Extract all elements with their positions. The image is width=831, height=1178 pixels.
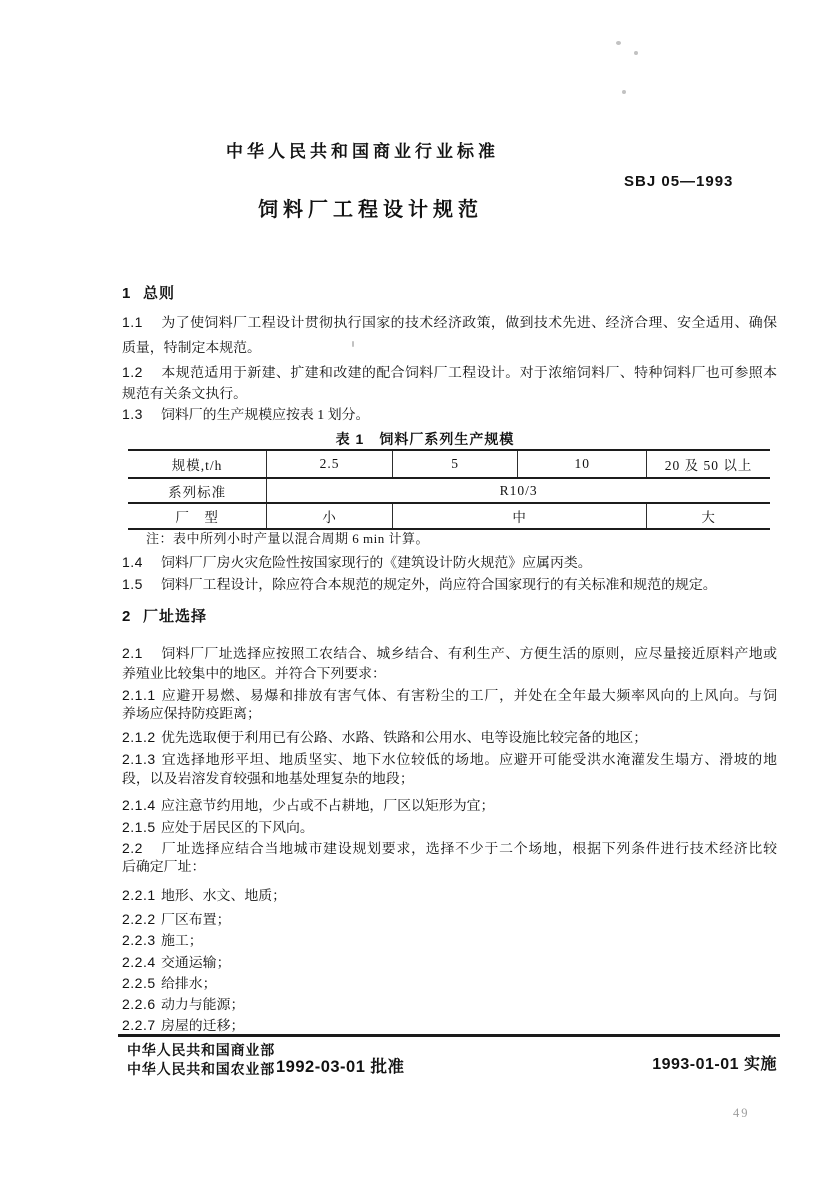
- paragraph-line: [122, 339, 777, 359]
- scan-speck: [616, 41, 621, 45]
- clause-text: 厂址选择应结合当地城市建设规划要求，选择不少于二个场地，根据下列条件进行技术经济比较: [161, 842, 777, 857]
- scan-speck: [352, 341, 354, 347]
- clause-text: 厂区布置；: [161, 913, 231, 928]
- paragraph-line: [122, 362, 777, 382]
- table-header-series: 系列标准: [128, 478, 267, 503]
- clause-number: 1: [122, 285, 131, 302]
- clause-number: 2.1.3: [122, 751, 156, 767]
- clause-text: 施工；: [161, 934, 203, 949]
- approval-date: 1992-03-01 批准: [276, 1058, 405, 1076]
- clause-text: 段，以及岩溶发育较强和地基处理复杂的地段；: [122, 772, 414, 787]
- section-heading: [122, 607, 777, 627]
- heading-text: 总则: [143, 285, 176, 302]
- page-number: 49: [733, 1106, 750, 1120]
- standard-code: SBJ 05—1993: [624, 173, 734, 190]
- table-header-type: 厂 型: [128, 503, 267, 529]
- paragraph-line: [122, 552, 777, 572]
- scan-speck: [634, 51, 638, 55]
- list-item: [122, 930, 777, 950]
- section-heading: [122, 284, 777, 304]
- paragraph-line: [122, 404, 777, 424]
- paragraph-line: [122, 385, 777, 405]
- scan-speck: [622, 90, 626, 94]
- paragraph-line: [122, 727, 777, 747]
- clause-text: 优先选取便于利用已有公路、水路、铁路和公用水、电等设施比较完备的地区；: [161, 731, 648, 746]
- clause-number: 2.1.1: [122, 687, 156, 703]
- heading-text: 厂址选择: [143, 608, 208, 625]
- clause-number: 2.2.3: [122, 932, 156, 948]
- implementation-date: 1993-01-01 实施: [652, 1056, 777, 1073]
- table-cell-type-large: 大: [647, 503, 770, 529]
- clause-number: 1.1: [122, 314, 143, 330]
- clause-text: 动力与能源；: [161, 998, 245, 1013]
- clause-number: 2.1.4: [122, 797, 156, 813]
- clause-number: 2.2.4: [122, 954, 156, 970]
- table-cell-type-small: 小: [267, 503, 393, 529]
- clause-text: 宜选择地形平坦、地质坚实、地下水位较低的场地。应避开可能受洪水淹灌发生塌方、滑坡的地: [161, 753, 777, 768]
- clause-number: 2.2.5: [122, 975, 156, 991]
- standard-type-title: 中华人民共和国商业行业标准: [226, 142, 499, 161]
- list-item: [122, 885, 777, 905]
- paragraph-line: [122, 705, 777, 725]
- clause-text: 养场应保持防疫距离；: [122, 707, 261, 722]
- list-item: [122, 1015, 777, 1035]
- list-item: [122, 952, 777, 972]
- clause-number: 2.2: [122, 840, 143, 856]
- clause-number: 1.4: [122, 554, 143, 570]
- table-note: 注：表中所列小时产量以混合周期 6 min 计算。: [146, 531, 429, 546]
- table-caption: 表 1 饲料厂系列生产规模: [335, 431, 515, 447]
- clause-text: 饲料厂厂址选择应按照工农结合、城乡结合、有利生产、方便生活的原则，应尽量接近原料产地或: [161, 647, 777, 662]
- table-cell-scale-3: 10: [518, 450, 647, 478]
- clause-text: 后确定厂址：: [122, 860, 206, 875]
- clause-text: 交通运输；: [161, 956, 231, 971]
- clause-text: 应注意节约用地，少占或不占耕地，厂区以矩形为宜；: [161, 799, 495, 814]
- paragraph-line: [122, 574, 777, 594]
- clause-number: 2.1.5: [122, 819, 156, 835]
- paragraph-line: [122, 643, 777, 663]
- table-cell-series: R10/3: [267, 478, 770, 503]
- ministry-agriculture: 中华人民共和国农业部: [127, 1061, 275, 1077]
- clause-number: 1.3: [122, 406, 143, 422]
- paragraph-line: [122, 312, 777, 332]
- clause-text: 地形、水文、地质；: [161, 889, 287, 904]
- clause-text: 养殖业比较集中的地区。并符合下列要求：: [122, 667, 386, 682]
- paragraph-line: [122, 685, 777, 705]
- paragraph-line: [122, 665, 777, 685]
- clause-text: 规范有关条文执行。: [122, 387, 248, 402]
- list-item: [122, 909, 777, 929]
- clause-text: 为了使饲料厂工程设计贯彻执行国家的技术经济政策，做到技术先进、经济合理、安全适用、确保: [161, 316, 777, 331]
- clause-number: 2.1.2: [122, 729, 156, 745]
- clause-text: 给排水；: [161, 977, 217, 992]
- clause-number: 1.2: [122, 364, 143, 380]
- clause-text: 应处于居民区的下风向。: [161, 821, 314, 836]
- list-item: [122, 994, 777, 1014]
- paragraph-line: [122, 795, 777, 815]
- paragraph-line: [122, 838, 777, 858]
- clause-text: 饲料厂厂房火灾危险性按国家现行的《建筑设计防火规范》应属丙类。: [161, 556, 592, 571]
- table-cell-type-medium: 中: [393, 503, 647, 529]
- clause-text: 质量，特制定本规范。: [122, 341, 261, 356]
- clause-number: 2: [122, 608, 131, 625]
- clause-text: 应避开易燃、易爆和排放有害气体、有害粉尘的工厂，并处在全年最大频率风向的上风向。与饲: [161, 689, 777, 704]
- paragraph-line: [122, 858, 777, 878]
- table-cell-scale-4: 20 及 50 以上: [647, 450, 770, 478]
- paragraph-line: [122, 817, 777, 837]
- clause-number: 2.1: [122, 645, 143, 661]
- list-item: [122, 973, 777, 993]
- clause-number: 1.5: [122, 576, 143, 592]
- clause-text: 本规范适用于新建、扩建和改建的配合饲料厂工程设计。对于浓缩饲料厂、特种饲料厂也可参照本: [161, 366, 777, 381]
- document-title: 饲料厂工程设计规范: [258, 199, 483, 221]
- clause-number: 2.2.1: [122, 887, 156, 903]
- clause-text: 饲料厂工程设计，除应符合本规范的规定外，尚应符合国家现行的有关标准和规范的规定。: [161, 578, 717, 593]
- paragraph-line: [122, 770, 777, 790]
- clause-text: 房屋的迁移；: [161, 1019, 245, 1034]
- clause-number: 2.2.6: [122, 996, 156, 1012]
- paragraph-line: [122, 749, 777, 769]
- clause-number: 2.2.2: [122, 911, 156, 927]
- table-cell-scale-1: 2.5: [267, 450, 393, 478]
- footer-divider: [118, 1034, 780, 1037]
- ministry-commerce: 中华人民共和国商业部: [127, 1042, 275, 1058]
- table-production-scale: [128, 449, 770, 530]
- clause-number: 2.2.7: [122, 1017, 156, 1033]
- issuing-ministries: [127, 1041, 275, 1079]
- table-cell-scale-2: 5: [393, 450, 518, 478]
- table-header-scale: 规模,t/h: [128, 450, 267, 478]
- clause-text: 饲料厂的生产规模应按表 1 划分。: [161, 408, 370, 423]
